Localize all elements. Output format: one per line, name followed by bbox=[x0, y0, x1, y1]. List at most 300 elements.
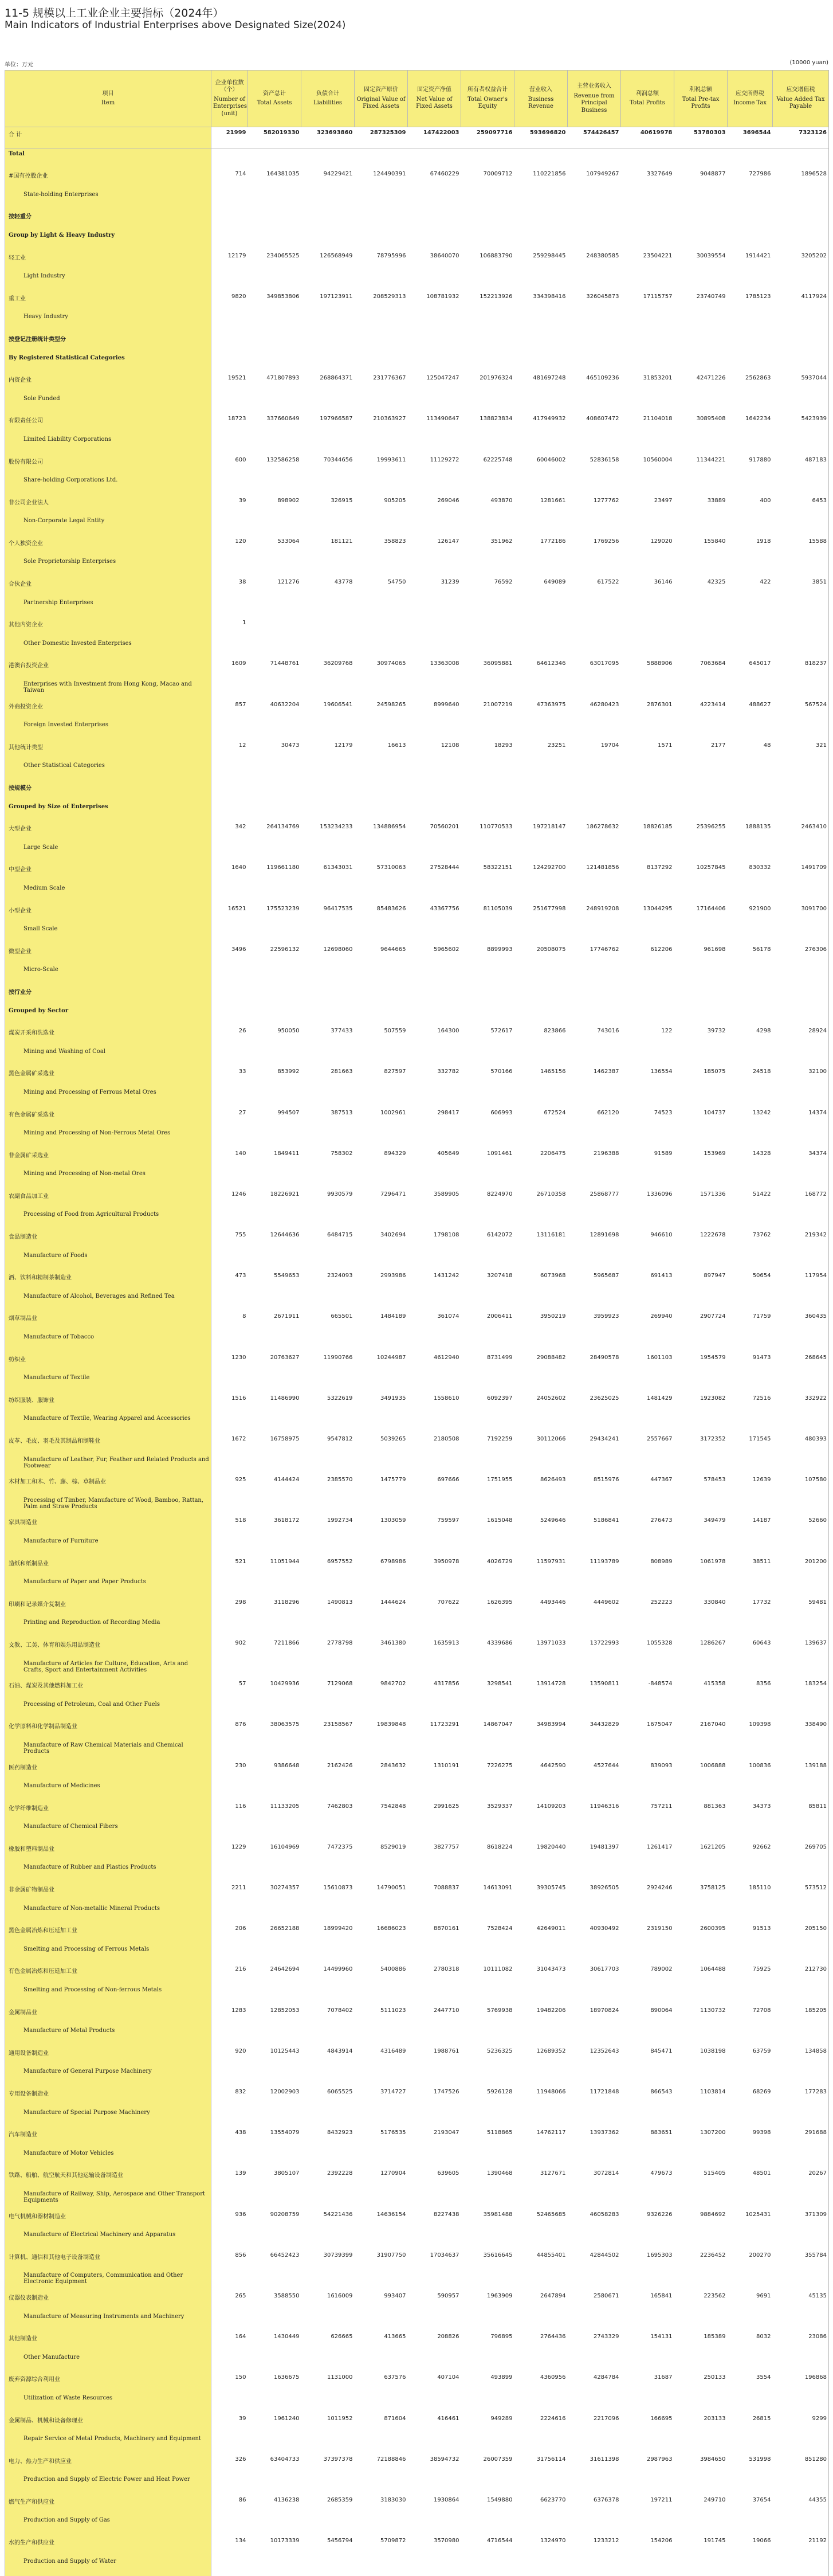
table-cell: 4339686 bbox=[461, 1638, 514, 1658]
table-cell bbox=[773, 1128, 829, 1148]
table-cell: 4136238 bbox=[248, 2495, 301, 2515]
table-cell bbox=[568, 230, 621, 250]
table-row bbox=[5, 413, 829, 434]
row-label bbox=[5, 189, 211, 210]
table-cell: 2447710 bbox=[408, 2005, 461, 2026]
table-cell bbox=[408, 1250, 461, 1271]
table-cell bbox=[728, 556, 773, 577]
table-cell bbox=[248, 2556, 301, 2576]
row-label bbox=[5, 2025, 211, 2046]
table-cell bbox=[514, 2066, 568, 2086]
table-cell: 94229421 bbox=[301, 169, 355, 189]
row-label-en: Manufacture of Furniture bbox=[9, 1538, 209, 1544]
table-cell bbox=[773, 2393, 829, 2413]
table-cell bbox=[728, 271, 773, 291]
table-cell bbox=[301, 2148, 355, 2168]
table-row bbox=[5, 332, 829, 353]
table-row bbox=[5, 2535, 829, 2556]
table-cell: 40930492 bbox=[568, 1923, 621, 1944]
table-cell bbox=[514, 923, 568, 944]
table-cell: 42471226 bbox=[674, 373, 728, 393]
table-cell: 2217096 bbox=[568, 2413, 621, 2434]
table-cell bbox=[728, 883, 773, 903]
table-cell: 250133 bbox=[674, 2372, 728, 2393]
table-cell: 883651 bbox=[621, 2127, 674, 2148]
table-cell bbox=[301, 1005, 355, 1026]
table-cell bbox=[211, 1903, 248, 1924]
table-cell: 164381035 bbox=[248, 169, 301, 189]
column-header bbox=[568, 71, 621, 127]
table-cell bbox=[355, 311, 408, 332]
table-cell bbox=[408, 1984, 461, 2005]
table-cell bbox=[211, 2393, 248, 2413]
row-label bbox=[5, 515, 211, 536]
row-label bbox=[5, 2189, 211, 2209]
table-cell: 18293 bbox=[461, 740, 514, 761]
table-cell bbox=[248, 189, 301, 210]
table-row bbox=[5, 658, 829, 679]
table-cell: 400 bbox=[728, 495, 773, 516]
table-cell: 920 bbox=[211, 2046, 248, 2066]
table-row bbox=[5, 169, 829, 189]
table-cell bbox=[408, 2474, 461, 2495]
row-label bbox=[5, 617, 211, 638]
row-label-zh: 酒、饮料和精制茶制造业 bbox=[9, 1273, 209, 1281]
table-cell bbox=[674, 556, 728, 577]
table-cell bbox=[211, 189, 248, 210]
table-cell bbox=[728, 1862, 773, 1882]
table-cell bbox=[621, 679, 674, 699]
table-cell bbox=[773, 923, 829, 944]
table-cell bbox=[773, 2515, 829, 2535]
table-cell bbox=[461, 1005, 514, 1026]
table-cell bbox=[248, 923, 301, 944]
table-cell: 1923082 bbox=[674, 1393, 728, 1414]
table-cell bbox=[248, 1536, 301, 1556]
row-label-zh: 专用设备制造业 bbox=[9, 2089, 209, 2097]
table-cell: 518 bbox=[211, 1515, 248, 1536]
table-cell: 3950219 bbox=[514, 1311, 568, 1332]
row-label bbox=[5, 597, 211, 618]
table-cell bbox=[301, 842, 355, 863]
table-cell: 14374 bbox=[773, 1107, 829, 1128]
row-label bbox=[5, 148, 211, 169]
table-cell: 11597931 bbox=[514, 1556, 568, 1577]
table-cell: 147422003 bbox=[408, 127, 461, 148]
table-cell bbox=[408, 1291, 461, 1312]
table-cell bbox=[355, 353, 408, 373]
table-cell: 416461 bbox=[408, 2413, 461, 2434]
table-cell: 3758125 bbox=[674, 1882, 728, 1903]
table-cell: 134886954 bbox=[355, 821, 408, 842]
table-cell: 6092397 bbox=[461, 1393, 514, 1414]
table-cell: 76592 bbox=[461, 577, 514, 597]
row-label bbox=[5, 1087, 211, 1107]
row-label bbox=[5, 1923, 211, 1944]
table-cell: 44355 bbox=[773, 2495, 829, 2515]
row-label-en: By Registered Statistical Categories bbox=[9, 355, 209, 361]
table-cell bbox=[211, 1658, 248, 1679]
table-cell: 177283 bbox=[773, 2086, 829, 2107]
table-cell bbox=[408, 1903, 461, 1924]
table-cell: 672524 bbox=[514, 1107, 568, 1128]
table-cell bbox=[728, 1005, 773, 1026]
table-cell: 697666 bbox=[408, 1474, 461, 1495]
table-cell: 2671911 bbox=[248, 1311, 301, 1332]
table-cell bbox=[568, 1699, 621, 1720]
row-label-zh: 石油、煤炭及其他燃料加工业 bbox=[9, 1681, 209, 1689]
table-cell: 857 bbox=[211, 699, 248, 720]
table-cell bbox=[301, 1046, 355, 1067]
table-cell bbox=[461, 2189, 514, 2209]
table-cell: 249710 bbox=[674, 2495, 728, 2515]
table-cell: 2562863 bbox=[728, 373, 773, 393]
row-label bbox=[5, 883, 211, 903]
column-header-en: Net Value of Fixed Assets bbox=[410, 96, 459, 111]
table-cell: 185075 bbox=[674, 1066, 728, 1087]
table-cell: 351962 bbox=[461, 536, 514, 557]
table-cell bbox=[408, 1944, 461, 1964]
table-cell bbox=[773, 1046, 829, 1067]
table-cell: 9930579 bbox=[301, 1189, 355, 1209]
table-cell bbox=[461, 1168, 514, 1189]
table-cell bbox=[568, 679, 621, 699]
table-cell: 281663 bbox=[301, 1066, 355, 1087]
table-cell bbox=[568, 883, 621, 903]
table-cell: 5965687 bbox=[568, 1270, 621, 1291]
table-cell bbox=[773, 1005, 829, 1026]
table-cell bbox=[408, 209, 461, 230]
table-cell: 479673 bbox=[621, 2168, 674, 2189]
row-label-en: Processing of Food from Agricultural Products bbox=[9, 1211, 209, 1217]
table-cell bbox=[514, 1454, 568, 1475]
table-cell bbox=[568, 1944, 621, 1964]
row-label bbox=[5, 373, 211, 393]
table-cell: 9386648 bbox=[248, 1760, 301, 1781]
table-cell bbox=[568, 801, 621, 822]
table-cell: 3327649 bbox=[621, 169, 674, 189]
row-label bbox=[5, 1291, 211, 1312]
row-label-en: Enterprises with Investment from Hong Kong, Macao and Taiwan bbox=[9, 681, 209, 694]
table-cell bbox=[408, 842, 461, 863]
table-cell bbox=[728, 617, 773, 638]
table-cell bbox=[408, 2148, 461, 2168]
table-cell bbox=[301, 1821, 355, 1842]
table-cell: 132586258 bbox=[248, 455, 301, 475]
table-cell: 321 bbox=[773, 740, 829, 761]
table-cell: 3207418 bbox=[461, 1270, 514, 1291]
table-cell bbox=[773, 1209, 829, 1230]
table-cell bbox=[355, 1780, 408, 1801]
row-label-zh: 有色金属矿采选业 bbox=[9, 1110, 209, 1118]
table-cell bbox=[621, 1454, 674, 1475]
table-cell: 5400886 bbox=[355, 1964, 408, 1984]
table-cell bbox=[621, 883, 674, 903]
table-cell bbox=[408, 679, 461, 699]
table-cell bbox=[355, 2515, 408, 2535]
row-label bbox=[5, 1862, 211, 1882]
table-row bbox=[5, 2025, 829, 2046]
table-cell: 191745 bbox=[674, 2535, 728, 2556]
table-cell bbox=[461, 1984, 514, 2005]
row-label bbox=[5, 1842, 211, 1862]
table-row bbox=[5, 1372, 829, 1393]
table-cell: 1491709 bbox=[773, 862, 829, 883]
table-cell: 45135 bbox=[773, 2291, 829, 2311]
table-cell: 3554 bbox=[728, 2372, 773, 2393]
table-cell: 30974065 bbox=[355, 658, 408, 679]
table-cell: 5249646 bbox=[514, 1515, 568, 1536]
table-row bbox=[5, 862, 829, 883]
table-cell: 707622 bbox=[408, 1597, 461, 1618]
table-cell bbox=[773, 597, 829, 618]
table-cell bbox=[301, 1332, 355, 1352]
row-label-en: Production and Supply of Water bbox=[9, 2558, 209, 2565]
table-cell: 1635913 bbox=[408, 1638, 461, 1658]
table-cell: 139 bbox=[211, 2168, 248, 2189]
table-cell: 1769256 bbox=[568, 536, 621, 557]
table-cell bbox=[461, 1617, 514, 1638]
table-cell: 68269 bbox=[728, 2086, 773, 2107]
table-cell: 71448761 bbox=[248, 658, 301, 679]
row-label-zh: 重工业 bbox=[9, 293, 209, 302]
table-cell bbox=[773, 353, 829, 373]
table-row bbox=[5, 311, 829, 332]
table-cell bbox=[773, 781, 829, 801]
table-cell: 14613091 bbox=[461, 1882, 514, 1903]
table-cell bbox=[248, 1903, 301, 1924]
row-label-zh: 通用设备制造业 bbox=[9, 2048, 209, 2057]
table-cell bbox=[514, 311, 568, 332]
table-cell: 1918 bbox=[728, 536, 773, 557]
table-cell: 946610 bbox=[621, 1230, 674, 1250]
table-cell bbox=[301, 230, 355, 250]
table-cell: 34983994 bbox=[514, 1719, 568, 1740]
table-cell: 18970824 bbox=[568, 2005, 621, 2026]
table-cell bbox=[461, 311, 514, 332]
table-cell: 905205 bbox=[355, 495, 408, 516]
table-cell bbox=[461, 434, 514, 455]
table-cell: 493899 bbox=[461, 2372, 514, 2393]
row-label-zh: 轻工业 bbox=[9, 253, 209, 261]
row-label bbox=[5, 964, 211, 985]
column-header-zh: 项目 bbox=[7, 91, 209, 98]
table-cell: 3851 bbox=[773, 577, 829, 597]
table-cell bbox=[355, 985, 408, 1005]
table-cell bbox=[461, 842, 514, 863]
row-label-zh: 内资企业 bbox=[9, 375, 209, 383]
table-row bbox=[5, 2046, 829, 2066]
table-cell: 38594732 bbox=[408, 2454, 461, 2475]
table-cell bbox=[461, 1046, 514, 1067]
table-cell: 921900 bbox=[728, 903, 773, 924]
table-cell bbox=[461, 638, 514, 659]
table-cell bbox=[773, 1903, 829, 1924]
table-cell bbox=[211, 1862, 248, 1882]
table-row bbox=[5, 475, 829, 495]
row-label bbox=[5, 1454, 211, 1475]
table-cell bbox=[773, 2352, 829, 2373]
table-cell bbox=[568, 1454, 621, 1475]
table-cell bbox=[621, 2107, 674, 2128]
row-label bbox=[5, 209, 211, 230]
table-cell: 34432829 bbox=[568, 1719, 621, 1740]
table-row bbox=[5, 1434, 829, 1454]
table-row bbox=[5, 2250, 829, 2270]
row-label bbox=[5, 577, 211, 597]
row-label-en: Manufacture of Special Purpose Machinery bbox=[9, 2109, 209, 2116]
table-cell bbox=[355, 2393, 408, 2413]
table-cell: 18226921 bbox=[248, 1189, 301, 1209]
table-cell: 10173339 bbox=[248, 2535, 301, 2556]
table-cell bbox=[408, 148, 461, 169]
table-cell: 21104018 bbox=[621, 413, 674, 434]
table-cell: 208826 bbox=[408, 2331, 461, 2352]
table-cell bbox=[621, 2393, 674, 2413]
row-label-zh: 煤炭开采和洗选业 bbox=[9, 1028, 209, 1036]
table-cell: 30112066 bbox=[514, 1434, 568, 1454]
table-cell bbox=[621, 1780, 674, 1801]
table-cell bbox=[621, 311, 674, 332]
table-cell bbox=[461, 2311, 514, 2332]
table-cell: 19704 bbox=[568, 740, 621, 761]
table-cell: 40632204 bbox=[248, 699, 301, 720]
table-cell bbox=[461, 781, 514, 801]
table-cell bbox=[514, 2352, 568, 2373]
table-cell: 7296471 bbox=[355, 1189, 408, 1209]
table-cell bbox=[621, 209, 674, 230]
table-cell: 166695 bbox=[621, 2413, 674, 2434]
table-cell: 714 bbox=[211, 169, 248, 189]
table-cell: 1516 bbox=[211, 1393, 248, 1414]
table-cell: 46058283 bbox=[568, 2209, 621, 2230]
table-row bbox=[5, 1740, 829, 1760]
table-cell bbox=[408, 1576, 461, 1597]
table-cell bbox=[408, 2189, 461, 2209]
table-cell bbox=[728, 515, 773, 536]
table-cell: 894329 bbox=[355, 1148, 408, 1169]
table-cell bbox=[248, 1128, 301, 1148]
table-row bbox=[5, 2515, 829, 2535]
table-cell: 171545 bbox=[728, 1434, 773, 1454]
table-cell: 8899993 bbox=[461, 944, 514, 965]
table-cell bbox=[211, 719, 248, 740]
row-label-zh: 大型企业 bbox=[9, 824, 209, 832]
table-cell bbox=[355, 1168, 408, 1189]
table-cell bbox=[728, 189, 773, 210]
table-row bbox=[5, 2168, 829, 2189]
table-cell bbox=[355, 230, 408, 250]
table-cell bbox=[674, 2433, 728, 2454]
table-cell bbox=[674, 1250, 728, 1271]
table-cell bbox=[773, 434, 829, 455]
table-cell bbox=[248, 556, 301, 577]
table-cell bbox=[621, 2352, 674, 2373]
table-cell bbox=[461, 2066, 514, 2086]
table-cell: 1481429 bbox=[621, 1393, 674, 1414]
row-label bbox=[5, 699, 211, 720]
table-cell bbox=[248, 2107, 301, 2128]
table-cell: 8227438 bbox=[408, 2209, 461, 2230]
table-cell: 1055328 bbox=[621, 1638, 674, 1658]
table-cell bbox=[408, 1658, 461, 1679]
table-row bbox=[5, 638, 829, 659]
table-cell bbox=[211, 1372, 248, 1393]
table-cell: 57 bbox=[211, 1678, 248, 1699]
column-header-zh: 利税总额 bbox=[676, 87, 725, 94]
table-row bbox=[5, 1168, 829, 1189]
table-cell bbox=[728, 842, 773, 863]
table-cell bbox=[408, 2107, 461, 2128]
table-cell bbox=[211, 2189, 248, 2209]
table-cell: 1988761 bbox=[408, 2046, 461, 2066]
table-cell bbox=[728, 1740, 773, 1760]
column-header-en: Liabilities bbox=[303, 100, 352, 107]
table-cell bbox=[211, 2352, 248, 2373]
table-cell: 208529313 bbox=[355, 291, 408, 312]
table-cell bbox=[461, 148, 514, 169]
column-header-zh: 固定资产原价 bbox=[356, 87, 406, 94]
table-cell bbox=[461, 2556, 514, 2576]
table-cell: 20508075 bbox=[514, 944, 568, 965]
table-cell: 898902 bbox=[248, 495, 301, 516]
table-cell bbox=[568, 1821, 621, 1842]
table-cell bbox=[211, 1168, 248, 1189]
table-cell bbox=[674, 679, 728, 699]
table-cell: 3696544 bbox=[728, 127, 773, 148]
table-cell bbox=[301, 2515, 355, 2535]
table-cell bbox=[301, 148, 355, 169]
table-cell: 11946316 bbox=[568, 1801, 621, 1822]
row-label-zh: 有限责任公司 bbox=[9, 416, 209, 424]
table-cell bbox=[773, 1454, 829, 1475]
table-cell bbox=[408, 475, 461, 495]
table-cell: 645017 bbox=[728, 658, 773, 679]
table-cell bbox=[248, 2393, 301, 2413]
table-cell bbox=[674, 638, 728, 659]
row-label-en: Group by Light & Heavy Industry bbox=[9, 232, 209, 238]
table-cell: 488627 bbox=[728, 699, 773, 720]
table-cell: 269046 bbox=[408, 495, 461, 516]
table-cell bbox=[568, 2556, 621, 2576]
table-cell bbox=[211, 2066, 248, 2086]
table-cell bbox=[248, 1209, 301, 1230]
row-label-zh: 个人独资企业 bbox=[9, 538, 209, 547]
table-cell bbox=[674, 1372, 728, 1393]
table-row bbox=[5, 209, 829, 230]
table-cell bbox=[568, 842, 621, 863]
table-cell bbox=[514, 1740, 568, 1760]
table-cell: 14499960 bbox=[301, 1964, 355, 1984]
table-cell: 7129068 bbox=[301, 1678, 355, 1699]
table-cell bbox=[728, 1087, 773, 1107]
table-cell bbox=[211, 1944, 248, 1964]
table-cell bbox=[408, 1495, 461, 1516]
row-label-en: Manufacture of Measuring Instruments and Machinery bbox=[9, 2313, 209, 2320]
table-cell: 152213926 bbox=[461, 291, 514, 312]
table-cell bbox=[728, 638, 773, 659]
table-cell: 845471 bbox=[621, 2046, 674, 2066]
table-cell: 42844502 bbox=[568, 2250, 621, 2270]
table-cell: 1558610 bbox=[408, 1393, 461, 1414]
table-cell: 4284784 bbox=[568, 2372, 621, 2393]
table-cell bbox=[461, 719, 514, 740]
row-label bbox=[5, 1209, 211, 1230]
table-cell: 3984650 bbox=[674, 2454, 728, 2475]
table-cell: 481697248 bbox=[514, 373, 568, 393]
column-header-zh: 固定资产净值 bbox=[410, 87, 459, 94]
table-cell bbox=[773, 1291, 829, 1312]
